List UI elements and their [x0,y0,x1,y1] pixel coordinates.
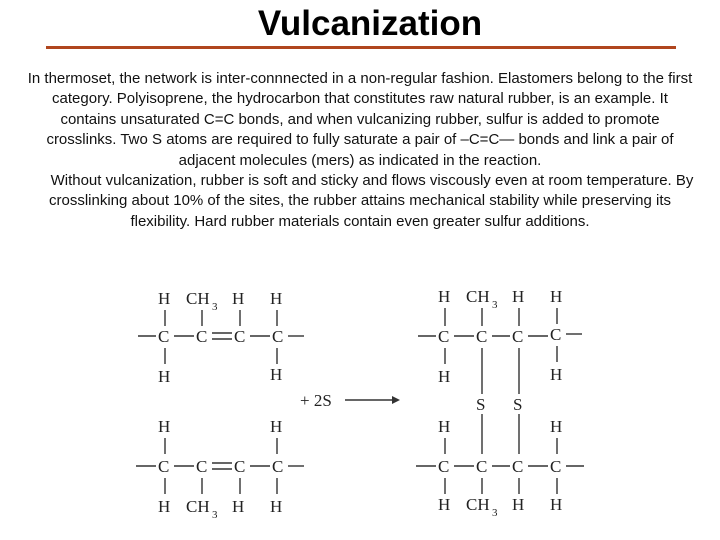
svg-text:C: C [438,457,450,476]
svg-text:H: H [158,367,171,386]
svg-text:H: H [438,417,451,436]
svg-text:CH: CH [186,289,210,308]
svg-text:H: H [550,365,563,384]
product-molecule-bottom [416,417,584,519]
svg-text:C: C [272,327,284,346]
svg-text:H: H [438,367,451,386]
product-molecule-top [418,287,582,394]
svg-text:CH: CH [466,287,490,306]
svg-text:H: H [270,417,283,436]
title-underline [46,46,676,49]
svg-text:C: C [512,457,524,476]
reagent-label: + 2S [300,391,332,410]
svg-text:H: H [550,287,563,306]
svg-text:3: 3 [492,507,498,519]
svg-text:C: C [234,327,246,346]
svg-text:C: C [438,327,450,346]
svg-text:H: H [512,287,525,306]
svg-text:C: C [476,327,488,346]
svg-text:S: S [513,395,523,414]
svg-text:H: H [270,365,283,384]
reactant-molecule-top [138,289,304,386]
svg-text:3: 3 [212,509,218,521]
paragraph-thermoset: In thermoset, the network is inter-connnected in a non-regular fashion. Elastomers belong to the first category. Polyisoprene, the hydrocarbon that constitutes raw natural rubber, is an example. It contains unsaturated C=C bonds, and when vulcanizing rubber, sulfur is added to promote crosslinks. Two S atoms are required to fully saturate a pair of –C=C— bonds and link a pair of adjacent molecules (mers) as indicated in the reaction. [27,70,693,169]
svg-text:C: C [158,327,170,346]
svg-text:H: H [158,417,171,436]
slide-title: Vulcanization [257,4,483,43]
svg-text:CH: CH [186,497,210,516]
svg-text:H: H [270,289,283,308]
svg-text:H: H [232,289,245,308]
svg-text:C: C [476,457,488,476]
body-text [24,69,696,232]
svg-text:H: H [158,497,171,516]
svg-text:C: C [196,327,208,346]
svg-text:3: 3 [212,301,218,313]
svg-text:3: 3 [492,299,498,311]
svg-text:C: C [512,327,524,346]
svg-text:S: S [476,395,486,414]
svg-text:H: H [438,495,451,514]
svg-text:H: H [438,287,451,306]
paragraph-vulcanization: Without vulcanization, rubber is soft and sticky and flows viscously even at room temperature. By crosslinking about 10% of the sites, the rubber attains mechanical stability while preserving its flexibility. Hard rubber materials contain even greater sulfur additions. [49,172,694,230]
svg-text:C: C [272,457,284,476]
svg-text:C: C [196,457,208,476]
svg-text:H: H [158,289,171,308]
svg-text:H: H [550,417,563,436]
svg-text:C: C [550,325,562,344]
svg-text:C: C [158,457,170,476]
svg-text:C: C [234,457,246,476]
svg-text:H: H [270,497,283,516]
vulcanization-reaction-diagram [0,280,720,540]
svg-text:H: H [232,497,245,516]
reactant-molecule-bottom [136,417,304,521]
svg-text:CH: CH [466,495,490,514]
reaction-arrowhead [392,396,400,404]
svg-text:C: C [550,457,562,476]
svg-text:H: H [512,495,525,514]
sulfur-crosslinks [476,395,522,454]
svg-text:H: H [550,495,563,514]
